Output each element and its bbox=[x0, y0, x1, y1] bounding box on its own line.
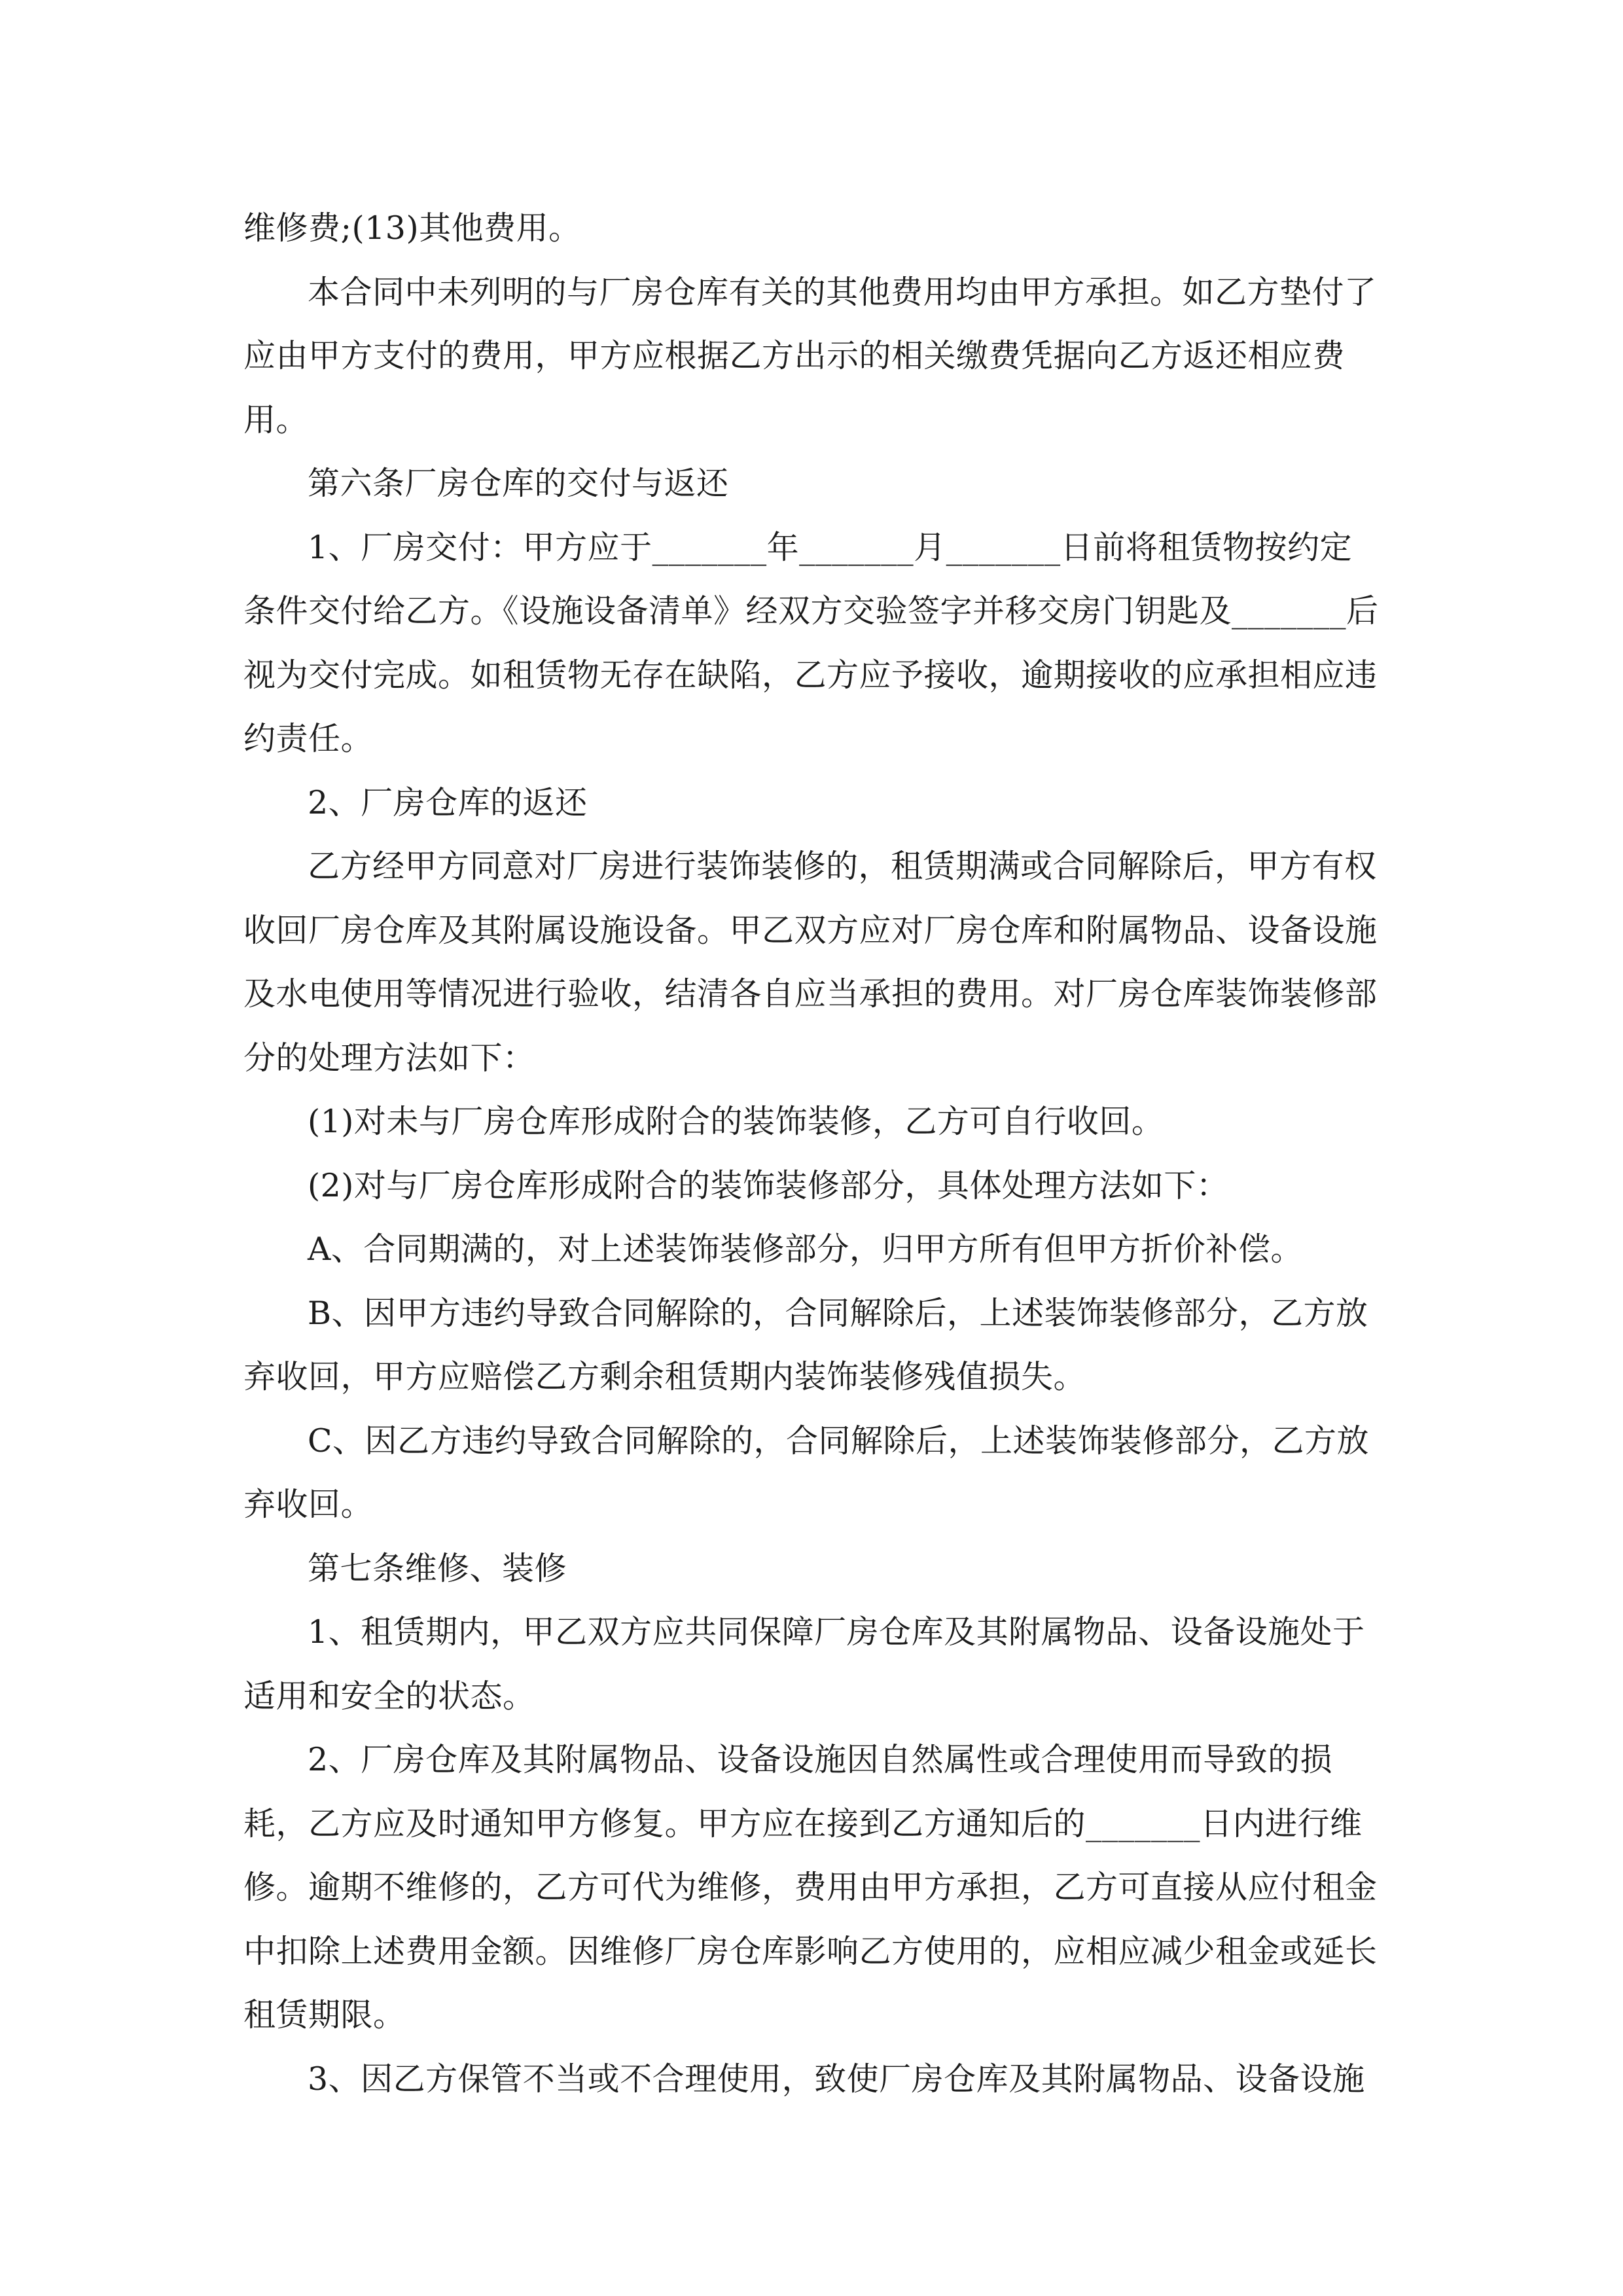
paragraph-maintenance-1: 1、租赁期内，甲乙双方应共同保障厂房仓库及其附属物品、设备设施处于适用和安全的状态。 bbox=[243, 1613, 1365, 1715]
paragraph-item-2: (2)对与厂房仓库形成附合的装饰装修部分，具体处理方法如下： bbox=[308, 1166, 1229, 1204]
paragraph-item-a: A、合同期满的，对上述装饰装修部分，归甲方所有但甲方折价补偿。 bbox=[308, 1230, 1303, 1268]
paragraph-delivery: 1、厂房交付：甲方应于_______年_______月_______日前将租赁物按约定条件交付给乙方。《设施设备清单》经双方交验签字并移交房门钥匙及_______后视为交付完成。如租赁物无存在缺陷，乙方应予接收，逾期接收的应承担相应违约责任。 bbox=[243, 528, 1379, 757]
subheading-return: 2、厂房仓库的返还 bbox=[308, 783, 588, 821]
document-body bbox=[243, 196, 1382, 2111]
paragraph-maintenance-3: 3、因乙方保管不当或不合理使用，致使厂房仓库及其附属物品、设备设施 bbox=[308, 2060, 1365, 2098]
paragraph-other-fees: 本合同中未列明的与厂房仓库有关的其他费用均由甲方承担。如乙方垫付了应由甲方支付的费用，甲方应根据乙方出示的相关缴费凭据向乙方返还相应费用。 bbox=[243, 273, 1377, 439]
article-six-heading: 第六条厂房仓库的交付与返还 bbox=[308, 465, 729, 502]
paragraph-item-b: B、因甲方违约导致合同解除的，合同解除后，上述装饰装修部分，乙方放弃收回，甲方应赔偿乙方剩余租赁期内装饰装修残值损失。 bbox=[243, 1294, 1368, 1395]
paragraph-maintenance-2: 2、厂房仓库及其附属物品、设备设施因自然属性或合理使用而导致的损耗，乙方应及时通知甲方修复。甲方应在接到乙方通知后的_______日内进行维修。逾期不维修的，乙方可代为维修，费用由甲方承担，乙方可直接从应付租金中扣除上述费用金额。因维修厂房仓库影响乙方使用的，应相应减少租金或延长租赁期限。 bbox=[243, 1741, 1378, 2034]
paragraph-item-1: (1)对未与厂房仓库形成附合的装饰装修，乙方可自行收回。 bbox=[308, 1103, 1164, 1140]
article-seven-heading: 第七条维修、装修 bbox=[308, 1549, 567, 1587]
paragraph-fee-continuation: 维修费;(13)其他费用。 bbox=[243, 209, 581, 247]
paragraph-item-c: C、因乙方违约导致合同解除的，合同解除后，上述装饰装修部分，乙方放弃收回。 bbox=[243, 1422, 1369, 1523]
paragraph-return: 乙方经甲方同意对厂房进行装饰装修的，租赁期满或合同解除后，甲方有权收回厂房仓库及其附属设施设备。甲乙双方应对厂房仓库和附属物品、设备设施及水电使用等情况进行验收，结清各自应当承担的费用。对厂房仓库装饰装修部分的处理方法如下： bbox=[243, 848, 1378, 1077]
